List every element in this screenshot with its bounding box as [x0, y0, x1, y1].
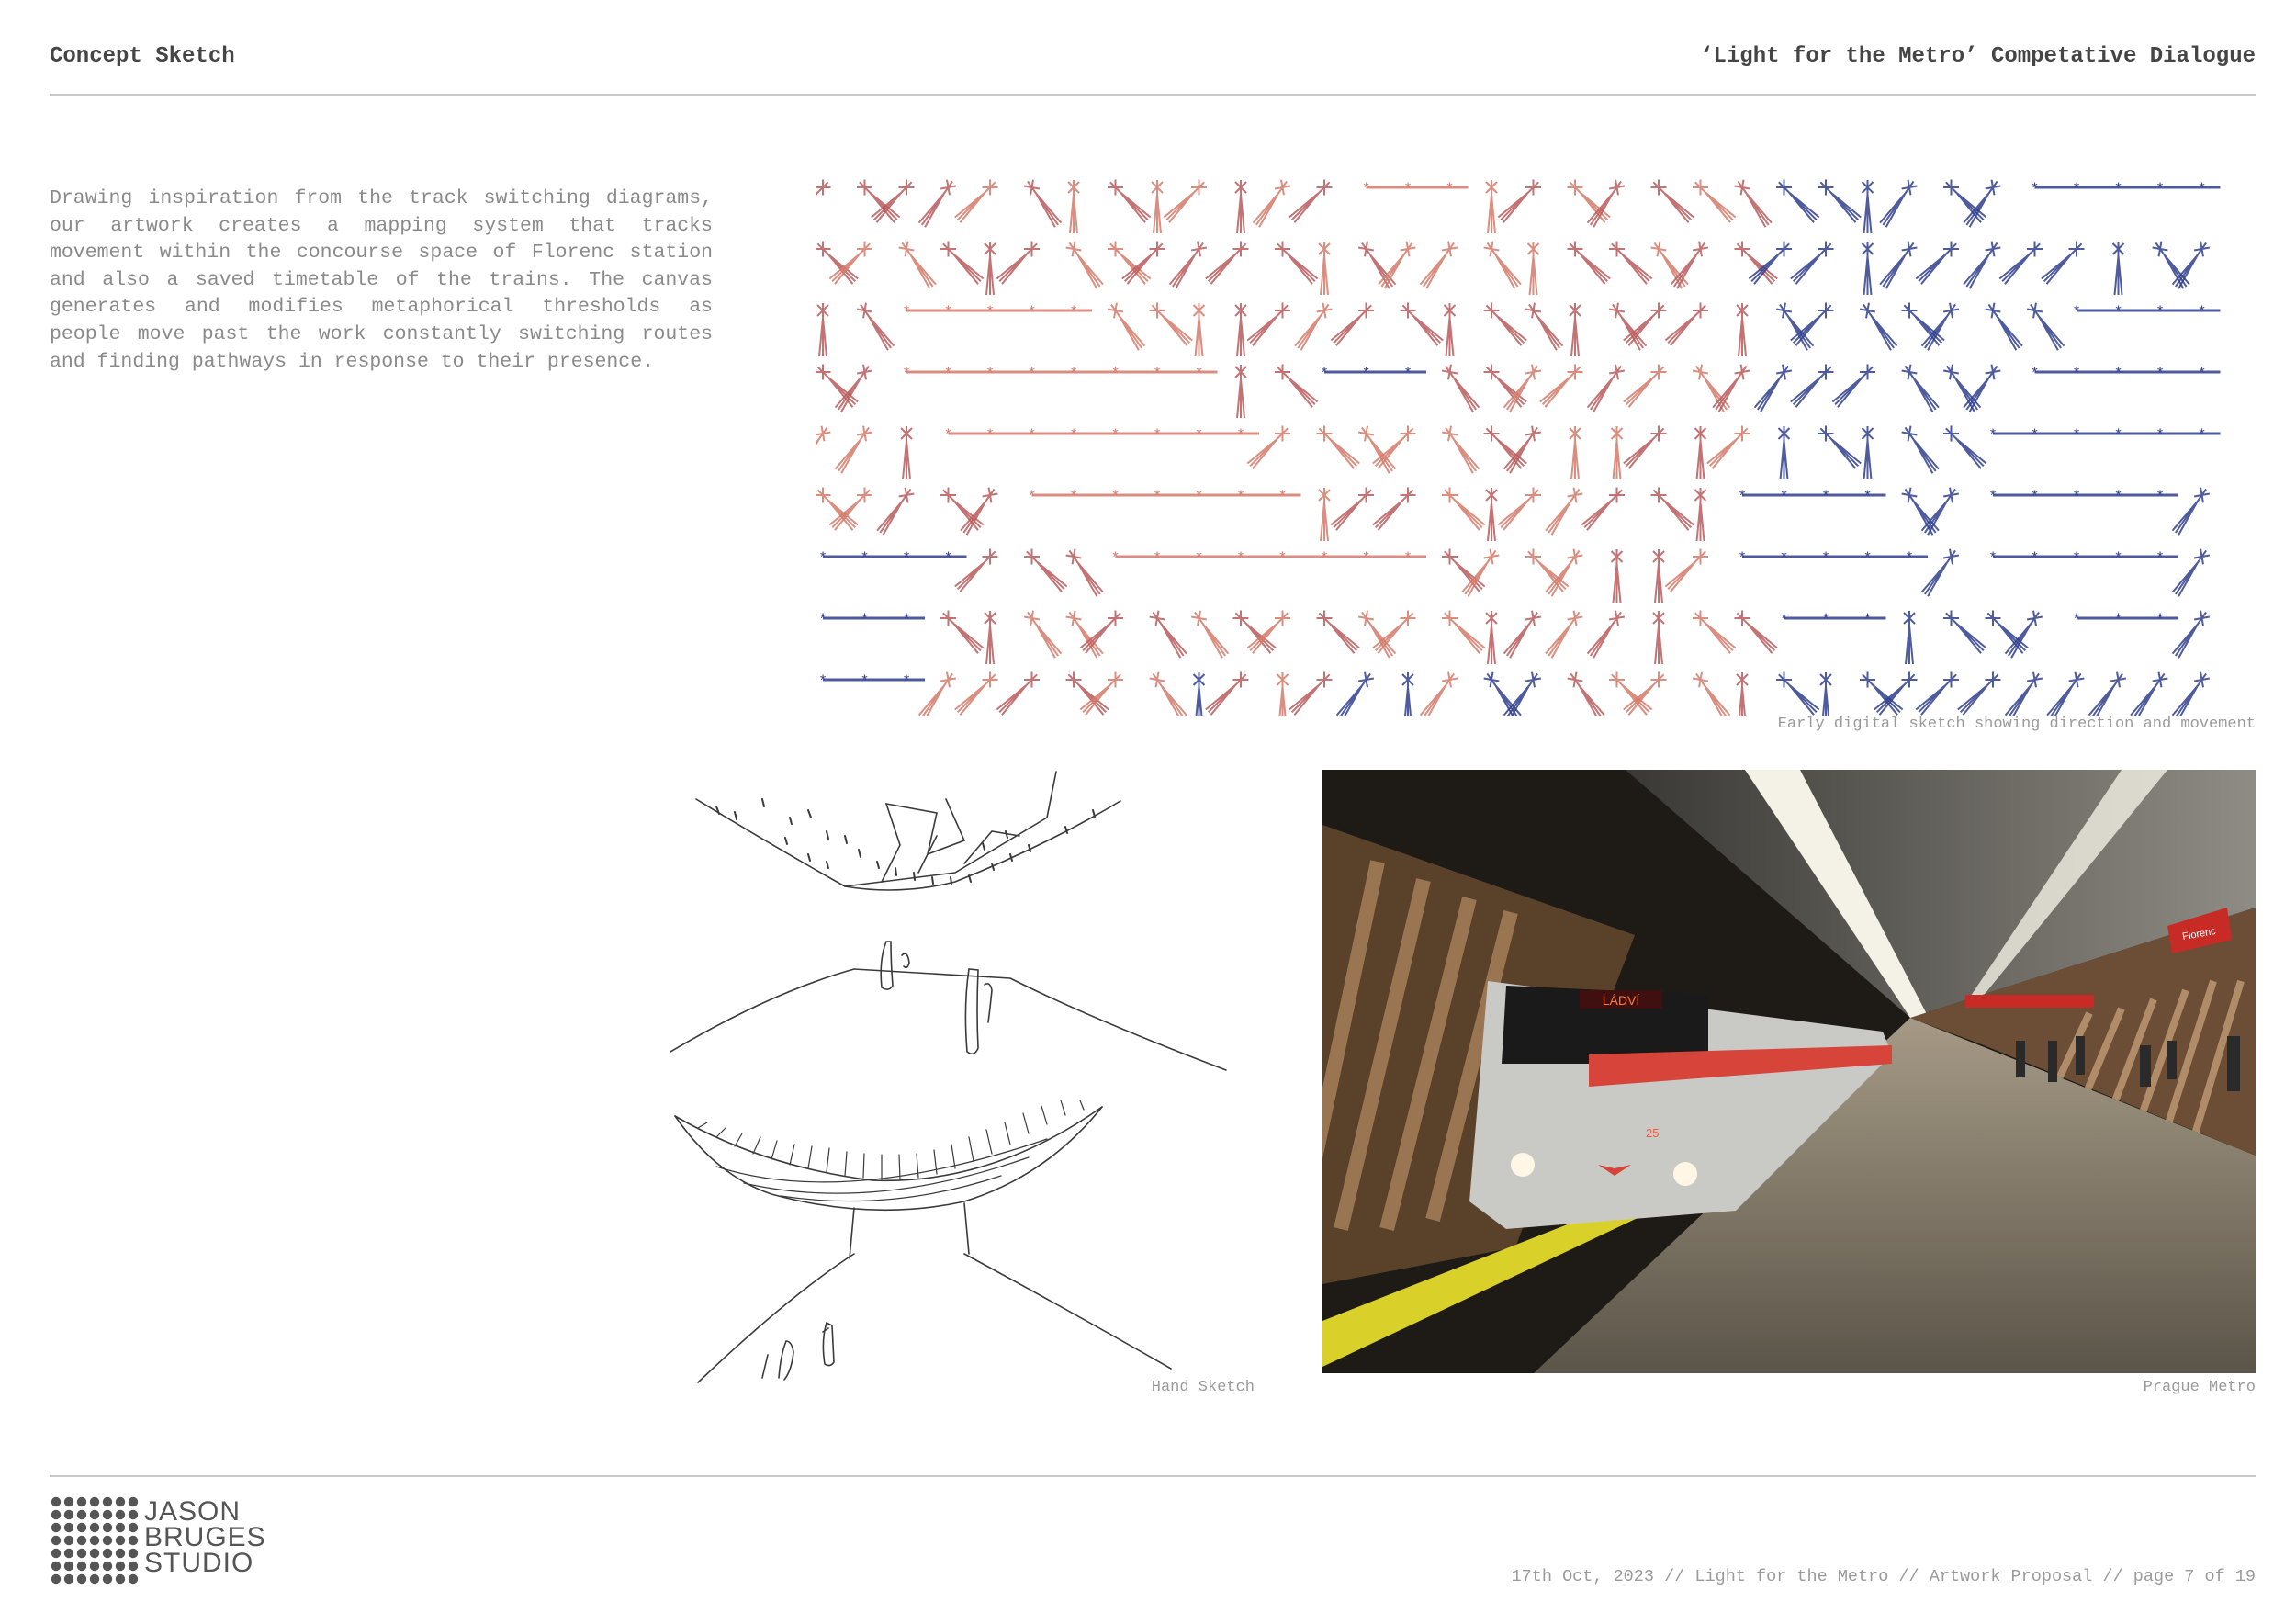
svg-text:*: * [2113, 550, 2123, 567]
intro-paragraph: Drawing inspiration from the track switching diagrams, our artwork creates a mapping system that tracks movement within the concourse space of Florenc station and also a saved timetable of the trains. The canvas generates and modifies metaphorical thresholds as people move past the work constantly switching routes and finding pathways in response to their presence. [50, 187, 713, 373]
svg-text:*: * [1027, 489, 1037, 505]
svg-text:*: * [1277, 489, 1288, 505]
svg-text:*: * [1153, 550, 1162, 567]
svg-text:*: * [2197, 304, 2207, 321]
svg-text:*: * [2155, 427, 2165, 444]
svg-text:*: * [943, 550, 953, 567]
svg-text:*: * [1445, 181, 1455, 197]
svg-text:*: * [1863, 550, 1873, 567]
svg-text:*: * [1779, 612, 1789, 628]
svg-text:*: * [902, 673, 911, 690]
svg-text:*: * [2072, 489, 2081, 505]
svg-text:*: * [1236, 427, 1245, 444]
svg-text:*: * [902, 366, 911, 382]
digital-sketch-grid [816, 175, 2257, 716]
svg-text:*: * [1110, 366, 1120, 382]
svg-text:*: * [1027, 304, 1037, 321]
svg-text:*: * [1110, 427, 1120, 444]
svg-text:*: * [1988, 550, 1998, 567]
svg-text:*: * [1905, 550, 1914, 567]
svg-text:*: * [2155, 366, 2165, 382]
svg-text:*: * [1027, 427, 1037, 444]
svg-text:*: * [2155, 612, 2165, 628]
logo-line-1: JASON [144, 1496, 242, 1527]
logo-line-3: STUDIO [144, 1548, 254, 1578]
svg-text:*: * [1153, 427, 1162, 444]
svg-text:*: * [943, 366, 953, 382]
page-title: Concept Sketch [50, 44, 235, 69]
svg-text:*: * [1194, 427, 1204, 444]
svg-text:*: * [985, 427, 995, 444]
svg-text:*: * [1153, 366, 1162, 382]
header-divider [50, 94, 2256, 96]
svg-text:*: * [818, 612, 827, 628]
digital-sketch-caption: Early digital sketch showing direction and movement [1777, 716, 2256, 733]
svg-text:*: * [1194, 489, 1204, 505]
svg-text:*: * [1069, 366, 1078, 382]
svg-text:*: * [2155, 304, 2165, 321]
svg-text:*: * [1320, 550, 1329, 567]
svg-text:*: * [2155, 550, 2165, 567]
svg-text:*: * [1403, 181, 1412, 197]
svg-text:*: * [2030, 181, 2040, 197]
svg-text:*: * [902, 612, 911, 628]
svg-text:*: * [2197, 181, 2207, 197]
station-sign: Florenc [2181, 925, 2217, 943]
svg-text:*: * [1779, 489, 1789, 505]
svg-text:*: * [1779, 550, 1789, 567]
hand-sketch-drawing [661, 744, 1249, 1387]
svg-text:*: * [902, 304, 911, 321]
svg-text:*: * [1738, 550, 1747, 567]
svg-text:*: * [1821, 489, 1830, 505]
svg-text:*: * [2113, 489, 2123, 505]
svg-text:*: * [1361, 550, 1371, 567]
svg-text:*: * [1027, 366, 1037, 382]
svg-text:*: * [2113, 427, 2123, 444]
svg-text:*: * [2030, 550, 2040, 567]
prague-metro-photo [1322, 770, 2256, 1373]
svg-text:*: * [1236, 550, 1245, 567]
svg-text:*: * [1069, 427, 1078, 444]
svg-text:*: * [2072, 427, 2081, 444]
svg-text:*: * [2030, 489, 2040, 505]
train-destination-sign: LÁDVÍ [1602, 993, 1640, 1008]
svg-text:*: * [860, 612, 870, 628]
svg-text:*: * [1110, 550, 1120, 567]
svg-text:*: * [2030, 427, 2040, 444]
svg-text:*: * [2072, 550, 2081, 567]
svg-text:*: * [1194, 550, 1204, 567]
svg-text:*: * [2113, 181, 2123, 197]
svg-text:*: * [818, 673, 827, 690]
project-title: ‘Light for the Metro’ Competative Dialogue [1700, 44, 2256, 69]
dot-grid-logo-icon [50, 1495, 140, 1585]
svg-text:*: * [1153, 489, 1162, 505]
photo-caption: Prague Metro [2143, 1379, 2256, 1396]
svg-text:*: * [1194, 366, 1204, 382]
svg-text:*: * [985, 366, 995, 382]
svg-text:*: * [985, 304, 995, 321]
svg-text:*: * [1277, 550, 1288, 567]
svg-text:*: * [2072, 612, 2081, 628]
svg-text:*: * [1403, 366, 1412, 382]
svg-text:*: * [1738, 489, 1747, 505]
svg-text:*: * [1988, 489, 1998, 505]
svg-text:*: * [2155, 489, 2165, 505]
hand-sketch-caption: Hand Sketch [1151, 1379, 1255, 1396]
svg-text:*: * [1821, 550, 1830, 567]
svg-text:*: * [1069, 489, 1078, 505]
svg-text:*: * [860, 550, 870, 567]
svg-text:*: * [2155, 181, 2165, 197]
svg-text:*: * [1863, 489, 1873, 505]
svg-text:*: * [1320, 366, 1329, 382]
svg-text:*: * [2072, 181, 2081, 197]
svg-text:*: * [1361, 366, 1371, 382]
svg-text:*: * [1236, 489, 1245, 505]
svg-text:*: * [1361, 181, 1371, 197]
studio-logo-text [144, 1496, 266, 1578]
svg-text:*: * [1821, 612, 1830, 628]
svg-text:*: * [1069, 304, 1078, 321]
svg-text:*: * [943, 304, 953, 321]
svg-text:*: * [2113, 366, 2123, 382]
svg-text:*: * [902, 550, 911, 567]
svg-text:*: * [1110, 489, 1120, 505]
svg-text:*: * [860, 673, 870, 690]
svg-text:*: * [2113, 612, 2123, 628]
svg-text:*: * [943, 427, 953, 444]
train-number: 25 [1646, 1126, 1660, 1140]
svg-text:*: * [2072, 366, 2081, 382]
footer-info: 17th Oct, 2023 // Light for the Metro // Artwork Proposal // page 7 of 19 [1511, 1567, 2256, 1586]
svg-text:*: * [1403, 550, 1412, 567]
footer-divider [50, 1475, 2256, 1477]
svg-text:*: * [2197, 366, 2207, 382]
svg-text:*: * [818, 550, 827, 567]
svg-text:*: * [2030, 366, 2040, 382]
svg-text:*: * [2113, 304, 2123, 321]
svg-text:*: * [2072, 304, 2081, 321]
svg-text:*: * [1988, 427, 1998, 444]
logo-line-2: BRUGES [144, 1522, 266, 1552]
svg-text:*: * [1863, 612, 1873, 628]
svg-text:*: * [2197, 427, 2207, 444]
